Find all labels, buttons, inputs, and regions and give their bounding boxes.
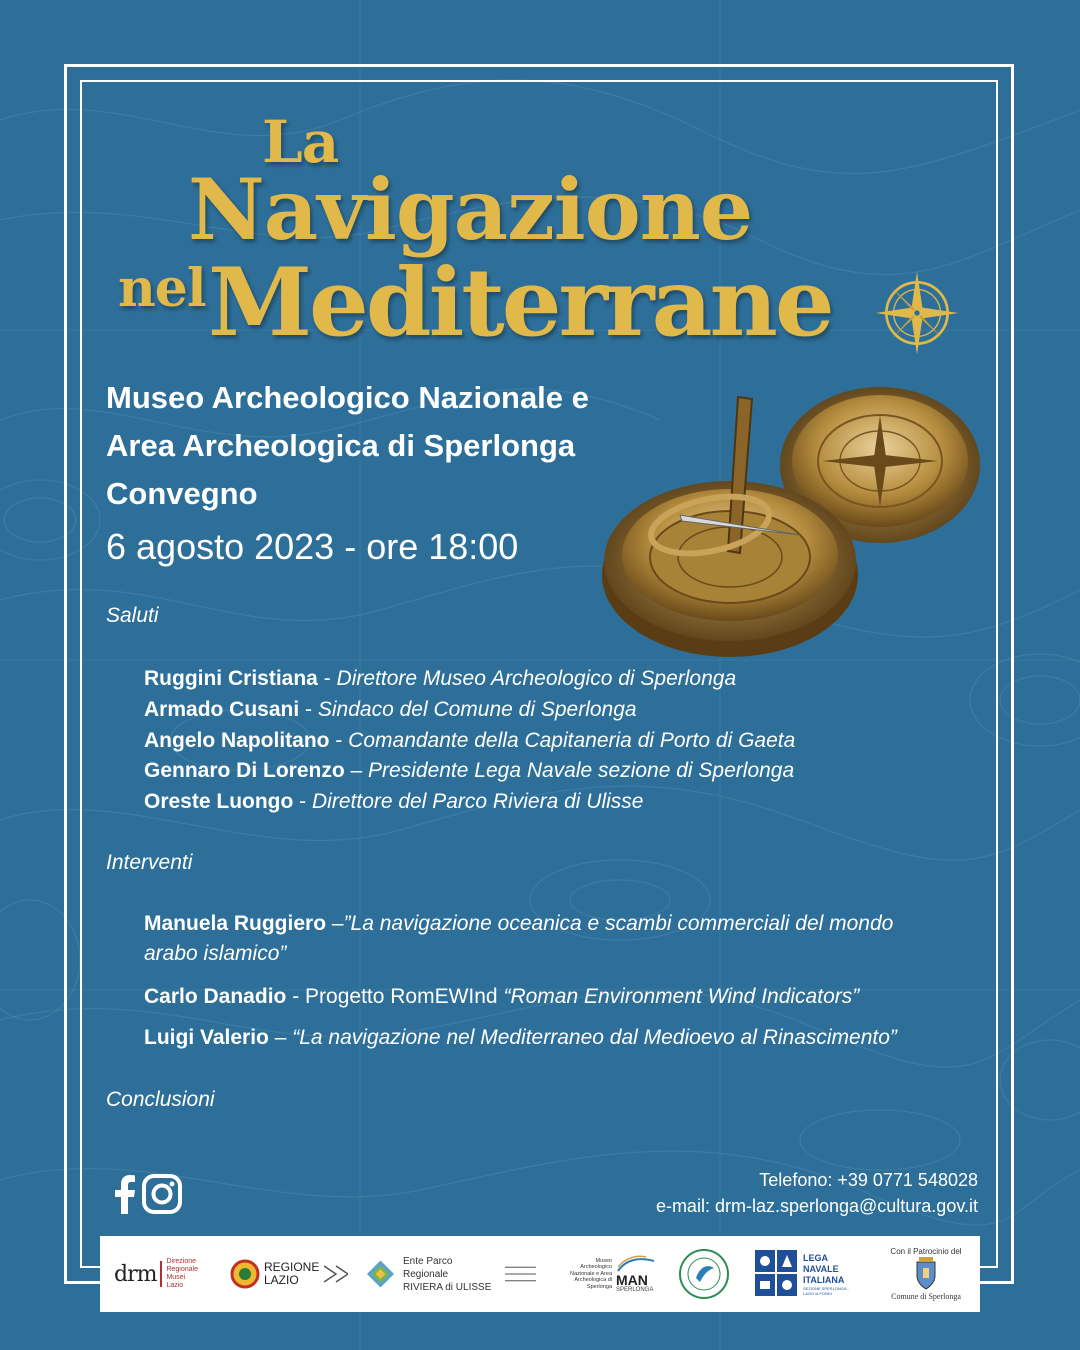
lega-sub: SEZIONE SPERLONGA - LAGO di FONDI — [803, 1285, 849, 1296]
regione-lazio-text: REGIONE LAZIO — [264, 1260, 320, 1287]
parco-line-1: Ente Parco Regionale — [403, 1255, 453, 1280]
man-sub: SPERLONGA — [616, 1286, 654, 1293]
regione-lazio-emblem-icon — [230, 1259, 260, 1289]
logo-circular-association — [678, 1236, 732, 1312]
drm-logo-mark: drm — [114, 1261, 157, 1287]
patrocinio-text: Con il Patrocinio del — [890, 1247, 962, 1256]
speaker-name: Ruggini Cristiana — [144, 667, 318, 690]
interventi-heading: Interventi — [106, 851, 193, 874]
lega-line-2: NAVALE — [803, 1263, 839, 1274]
intervento-entry — [144, 985, 859, 1009]
man-waves-icon — [616, 1255, 656, 1273]
speaker-role: Direttore Museo Archeologico di Sperlonga — [336, 667, 737, 690]
speaker-name: Carlo Danadio — [144, 985, 287, 1008]
separator: - — [317, 667, 337, 690]
logo-museo-man-sperlonga — [570, 1236, 660, 1312]
speaker-name: Manuela Ruggiero — [144, 912, 327, 935]
intervento-entry — [144, 912, 893, 936]
separator: – — [326, 912, 344, 935]
saluti-entry — [144, 729, 795, 753]
talk-title: “Roman Environment Wind Indicators” — [503, 985, 860, 1008]
speaker-role: Sindaco del Comune di Sperlonga — [317, 698, 637, 721]
speaker-name: Oreste Luongo — [144, 790, 294, 813]
antique-sundial-compass-image — [590, 375, 990, 675]
instagram-icon[interactable] — [140, 1172, 184, 1216]
saluti-entry — [144, 698, 637, 722]
venue-line-2: Area Archeologica di Sperlonga — [106, 428, 576, 463]
separator: – — [344, 759, 369, 782]
lega-navale-emblem-icon — [754, 1249, 798, 1299]
conclusioni-heading: Conclusioni — [106, 1088, 215, 1111]
lega-text-block — [803, 1253, 857, 1296]
logo-lega-navale — [754, 1236, 864, 1312]
talk-title: ”La navigazione oceanica e scambi commerciali del mondo — [343, 912, 894, 935]
talk-project: Progetto RomEWInd — [305, 985, 504, 1008]
talk-title-continued: arabo islamico” — [144, 942, 287, 965]
separator: - — [299, 698, 318, 721]
title-line-navigazione: Navigazione — [188, 160, 753, 259]
lega-line-1: LEGA — [803, 1252, 829, 1263]
comune-text: Comune di Sperlonga — [891, 1292, 961, 1301]
association-seal-icon — [678, 1248, 730, 1300]
separator: - — [293, 790, 313, 813]
comune-crest-icon — [913, 1256, 939, 1292]
separator: – — [268, 1026, 293, 1049]
logo-comune-sperlonga — [878, 1236, 974, 1312]
contact-phone[interactable]: Telefono: +39 0771 548028 — [759, 1170, 978, 1190]
parco-lines-icon — [505, 1259, 536, 1289]
speaker-role: Presidente Lega Navale sezione di Sperlonga — [368, 759, 795, 782]
venue-line-1: Museo Archeologico Nazionale e — [106, 380, 589, 415]
speaker-role: Direttore del Parco Riviera di Ulisse — [312, 790, 644, 813]
man-mark-block — [616, 1255, 656, 1294]
event-type: Convegno — [106, 476, 258, 511]
museo-logo-text: Museo Archeologico Nazionale e Area Archeologica di Sperlonga — [570, 1257, 612, 1290]
talk-title: “La navigazione nel Mediterraneo dal Medioevo al Rinascimento” — [292, 1026, 897, 1049]
intervento-entry-continued — [144, 942, 286, 966]
lega-line-3: ITALIANA — [803, 1274, 845, 1285]
speaker-role: Comandante della Capitaneria di Porto di Gaeta — [348, 729, 796, 752]
speaker-name: Gennaro Di Lorenzo — [144, 759, 345, 782]
drm-logo-text: Direzione Regionale Musei Lazio — [166, 1258, 198, 1289]
saluti-entry — [144, 667, 736, 691]
separator: - — [329, 729, 349, 752]
speaker-name: Angelo Napolitano — [144, 729, 330, 752]
compass-rose-icon — [872, 268, 962, 358]
separator: - — [286, 985, 306, 1008]
event-datetime: 6 agosto 2023 - ore 18:00 — [106, 526, 519, 567]
parco-diamond-icon — [366, 1259, 395, 1289]
speaker-name: Armado Cusani — [144, 698, 300, 721]
parco-text-block — [403, 1255, 497, 1294]
logo-regione-lazio — [230, 1236, 360, 1312]
speaker-name: Luigi Valerio — [144, 1026, 269, 1049]
title-line-la: La — [262, 108, 339, 176]
intervento-entry — [144, 1026, 897, 1050]
saluti-entry — [144, 790, 643, 814]
drm-logo-divider — [160, 1261, 162, 1287]
logo-drm-lazio — [114, 1236, 214, 1312]
parco-line-2: RIVIERA di ULISSE — [403, 1281, 492, 1293]
partner-logo-strip — [100, 1236, 980, 1312]
saluti-heading: Saluti — [106, 604, 159, 627]
saluti-entry — [144, 759, 794, 783]
title-line-nel: nel — [118, 258, 206, 319]
man-mark: MAN — [616, 1271, 648, 1288]
title-line-mediterraneo: Mediterrane — [208, 248, 832, 358]
logo-parco-riviera-ulisse — [366, 1236, 536, 1312]
contact-email[interactable]: e-mail: drm-laz.sperlonga@cultura.gov.it — [655, 1196, 978, 1216]
regione-lazio-chevron-icon — [324, 1264, 348, 1284]
